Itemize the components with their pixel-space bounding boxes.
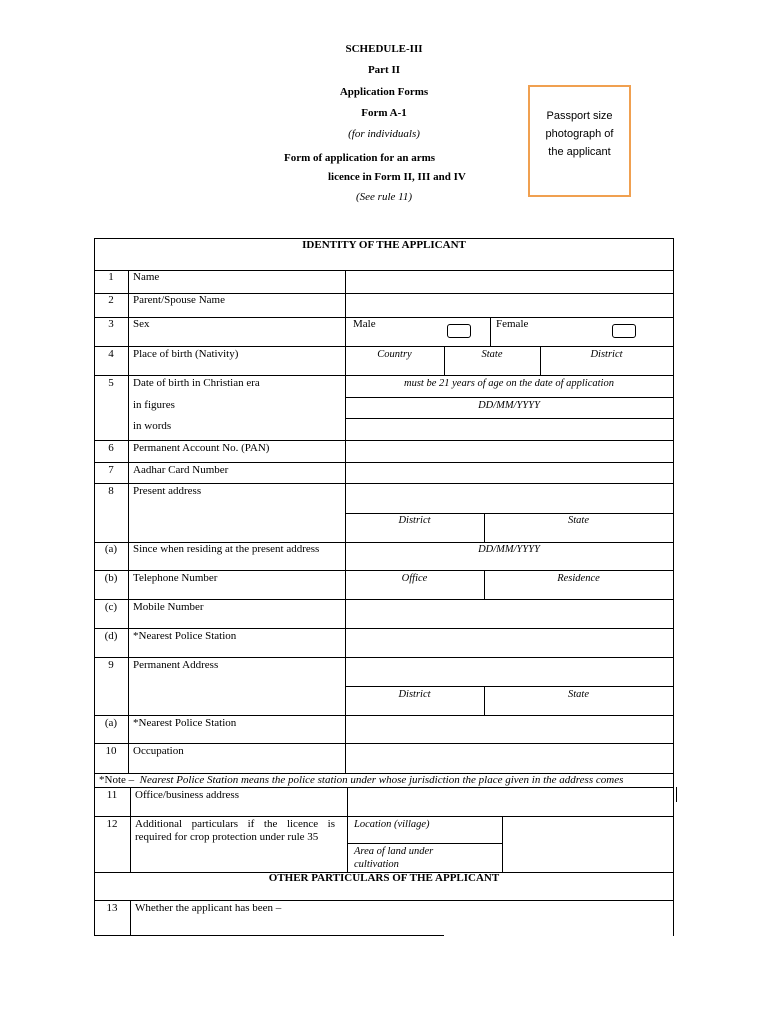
row-number: (a) <box>104 717 118 729</box>
schedule-heading: SCHEDULE-III <box>345 43 423 55</box>
row-number: 9 <box>108 659 114 671</box>
country-column-label: Country <box>377 349 412 360</box>
row-number: 8 <box>108 485 114 497</box>
row-number: 4 <box>108 348 114 360</box>
present-address-label: Present address <box>133 485 202 497</box>
row-number: 13 <box>106 902 118 914</box>
row-number: 10 <box>105 745 117 757</box>
for-individuals-note: (for individuals) <box>348 128 420 140</box>
name-label: Name <box>133 271 160 283</box>
state-column-label: State <box>481 349 503 360</box>
permanent-address-label: Permanent Address <box>133 659 219 671</box>
land-area-label-line2: cultivation <box>354 859 399 870</box>
office-phone-label: Office <box>401 573 428 584</box>
aadhar-label: Aadhar Card Number <box>133 464 229 476</box>
place-of-birth-label: Place of birth (Nativity) <box>133 348 239 360</box>
location-village-label: Location (village) <box>354 819 430 830</box>
form-title-line1: Form of application for an arms <box>284 152 436 164</box>
permanent-police-station-label: *Nearest Police Station <box>133 717 237 729</box>
crop-protection-label-line1: Additional particulars if the licence is <box>135 818 335 830</box>
present-state-label: State <box>568 515 589 526</box>
row-number: (a) <box>104 543 118 555</box>
in-figures-label: in figures <box>133 399 175 411</box>
permanent-district-label: District <box>398 689 431 700</box>
row-number: 1 <box>108 271 114 283</box>
telephone-label: Telephone Number <box>133 572 218 584</box>
in-words-label: in words <box>133 420 172 432</box>
residence-phone-label: Residence <box>557 573 600 584</box>
office-address-label: Office/business address <box>135 789 239 801</box>
parent-spouse-label: Parent/Spouse Name <box>133 294 225 306</box>
male-checkbox[interactable] <box>447 324 471 338</box>
form-number-heading: Form A-1 <box>361 107 407 119</box>
identity-section-heading: IDENTITY OF THE APPLICANT <box>302 239 466 251</box>
pan-label: Permanent Account No. (PAN) <box>133 442 270 454</box>
mobile-label: Mobile Number <box>133 601 204 613</box>
row-number: 11 <box>106 789 118 801</box>
other-particulars-heading: OTHER PARTICULARS OF THE APPLICANT <box>268 872 500 884</box>
crop-protection-label-line2: required for crop protection under rule 35 <box>135 831 319 843</box>
row-number: 3 <box>108 318 114 330</box>
residing-since-format-hint: DD/MM/YYYY <box>478 544 540 555</box>
photo-label-line2: photograph of <box>545 128 614 140</box>
residing-since-label: Since when residing at the present address <box>133 543 320 555</box>
form-title-line2: licence in Form II, III and IV <box>328 171 466 183</box>
occupation-label: Occupation <box>133 745 184 757</box>
district-column-label: District <box>590 349 623 360</box>
application-forms-heading: Application Forms <box>339 86 429 98</box>
row-number: (b) <box>104 572 118 584</box>
male-option-label: Male <box>353 318 376 330</box>
female-option-label: Female <box>496 318 529 330</box>
row-number: (d) <box>104 630 118 642</box>
row-number: 7 <box>108 464 114 476</box>
passport-photo-box <box>528 85 631 197</box>
note-text: Nearest Police Station means the police station under whose jurisdiction the place given in the address comes <box>139 774 624 786</box>
permanent-state-label: State <box>568 689 589 700</box>
whether-applicant-label: Whether the applicant has been – <box>135 902 282 914</box>
row-number: 6 <box>108 442 114 454</box>
row-number: 5 <box>108 377 114 389</box>
part-heading: Part II <box>367 64 401 76</box>
police-station-note <box>99 774 623 787</box>
date-of-birth-label: Date of birth in Christian era <box>133 377 260 389</box>
note-prefix: *Note – <box>99 774 135 786</box>
dob-format-hint: DD/MM/YYYY <box>478 400 540 411</box>
female-checkbox[interactable] <box>612 324 636 338</box>
present-district-label: District <box>398 515 431 526</box>
see-rule-note: (See rule 11) <box>356 191 412 203</box>
age-requirement-note: must be 21 years of age on the date of application <box>404 378 614 389</box>
land-area-label-line1: Area of land under <box>354 846 434 857</box>
present-police-station-label: *Nearest Police Station <box>133 630 237 642</box>
row-number: (c) <box>104 601 118 613</box>
photo-label-line1: Passport size <box>546 110 613 122</box>
row-number: 12 <box>106 818 118 830</box>
row-number: 2 <box>108 294 114 306</box>
photo-label-line3: the applicant <box>548 146 611 158</box>
sex-label: Sex <box>133 318 150 330</box>
